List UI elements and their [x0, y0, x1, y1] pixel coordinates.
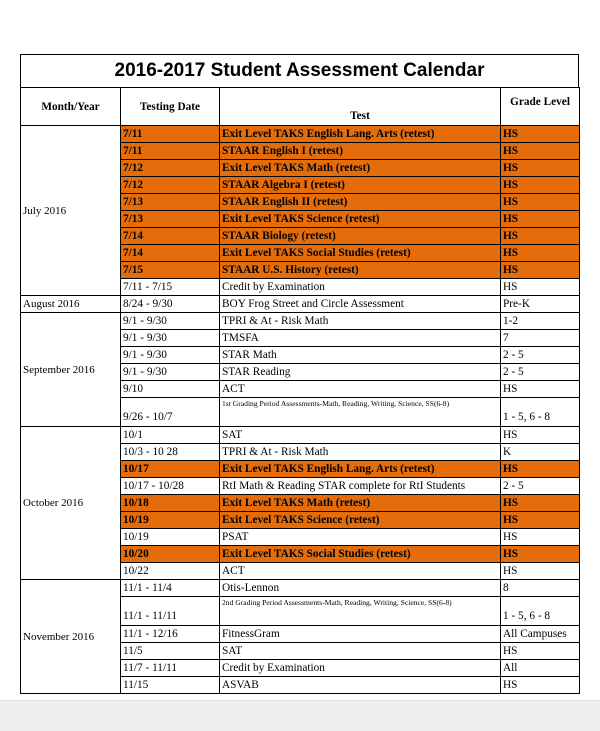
test-cell: STAAR Biology (retest)	[220, 228, 501, 245]
test-cell: 1st Grading Period Assessments-Math, Reading, Writing, Science, SS(6-8)	[220, 398, 501, 427]
grade-level-cell: HS	[501, 279, 580, 296]
grade-level-cell: All Campuses	[501, 626, 580, 643]
testing-date-cell: 9/1 - 9/30	[121, 330, 220, 347]
testing-date-cell: 7/14	[121, 245, 220, 262]
header-test: Test	[220, 88, 501, 126]
testing-date-cell: 7/12	[121, 160, 220, 177]
testing-date-cell: 7/11 - 7/15	[121, 279, 220, 296]
test-cell: FitnessGram	[220, 626, 501, 643]
testing-date-cell: 8/24 - 9/30	[121, 296, 220, 313]
grade-level-cell: HS	[501, 546, 580, 563]
test-cell: ACT	[220, 563, 501, 580]
grade-level-cell: Pre-K	[501, 296, 580, 313]
header-testing-date: Testing Date	[121, 88, 220, 126]
grade-level-cell: 1 - 5, 6 - 8	[501, 597, 580, 626]
table-row	[21, 313, 580, 330]
testing-date-cell: 9/1 - 9/30	[121, 347, 220, 364]
grade-level-cell: HS	[501, 194, 580, 211]
grade-level-cell: HS	[501, 245, 580, 262]
test-cell: Otis-Lennon	[220, 580, 501, 597]
table-header-row	[21, 88, 580, 126]
month-cell: July 2016	[21, 126, 121, 296]
grade-level-cell: HS	[501, 381, 580, 398]
grade-level-cell: HS	[501, 262, 580, 279]
table-row	[21, 126, 580, 143]
grade-level-cell: HS	[501, 563, 580, 580]
grade-level-cell: HS	[501, 160, 580, 177]
test-cell: ACT	[220, 381, 501, 398]
grade-level-cell: 2 - 5	[501, 347, 580, 364]
test-cell: SAT	[220, 643, 501, 660]
test-cell: 2nd Grading Period Assessments-Math, Reading, Writing, Science, SS(6-8)	[220, 597, 501, 626]
page-title: 2016-2017 Student Assessment Calendar	[20, 54, 579, 87]
test-cell: STAAR English I (retest)	[220, 143, 501, 160]
testing-date-cell: 10/18	[121, 495, 220, 512]
grade-level-cell: HS	[501, 427, 580, 444]
month-cell: October 2016	[21, 427, 121, 580]
grade-level-cell: HS	[501, 495, 580, 512]
testing-date-cell: 11/1 - 11/11	[121, 597, 220, 626]
test-cell: Exit Level TAKS Science (retest)	[220, 211, 501, 228]
testing-date-cell: 10/3 - 10 28	[121, 444, 220, 461]
table-row	[21, 427, 580, 444]
grade-level-cell: HS	[501, 228, 580, 245]
test-cell: TPRI & At - Risk Math	[220, 444, 501, 461]
grade-level-cell: 8	[501, 580, 580, 597]
testing-date-cell: 7/14	[121, 228, 220, 245]
month-cell: November 2016	[21, 580, 121, 694]
grade-level-cell: K	[501, 444, 580, 461]
test-cell: STAAR English II (retest)	[220, 194, 501, 211]
testing-date-cell: 7/11	[121, 126, 220, 143]
grade-level-cell: 1-2	[501, 313, 580, 330]
grade-level-cell: HS	[501, 143, 580, 160]
testing-date-cell: 7/11	[121, 143, 220, 160]
testing-date-cell: 10/19	[121, 512, 220, 529]
grade-level-cell: 1 - 5, 6 - 8	[501, 398, 580, 427]
test-cell: Exit Level TAKS Social Studies (retest)	[220, 546, 501, 563]
month-cell: August 2016	[21, 296, 121, 313]
test-cell: Exit Level TAKS English Lang. Arts (retest)	[220, 461, 501, 478]
testing-date-cell: 9/26 - 10/7	[121, 398, 220, 427]
test-cell: TPRI & At - Risk Math	[220, 313, 501, 330]
test-cell: STAAR U.S. History (retest)	[220, 262, 501, 279]
month-cell: September 2016	[21, 313, 121, 427]
grade-level-cell: 7	[501, 330, 580, 347]
page-bottom-strip	[0, 700, 600, 731]
testing-date-cell: 11/5	[121, 643, 220, 660]
testing-date-cell: 11/1 - 12/16	[121, 626, 220, 643]
test-cell: Exit Level TAKS Science (retest)	[220, 512, 501, 529]
test-cell: Credit by Examination	[220, 660, 501, 677]
grade-level-cell: HS	[501, 512, 580, 529]
grade-level-cell: All	[501, 660, 580, 677]
grade-level-cell: HS	[501, 461, 580, 478]
test-cell: STAAR Algebra I (retest)	[220, 177, 501, 194]
test-cell: STAR Math	[220, 347, 501, 364]
testing-date-cell: 10/22	[121, 563, 220, 580]
table-row	[21, 580, 580, 597]
grade-level-cell: HS	[501, 529, 580, 546]
testing-date-cell: 9/1 - 9/30	[121, 313, 220, 330]
grade-level-cell: HS	[501, 177, 580, 194]
test-cell: Exit Level TAKS English Lang. Arts (retest)	[220, 126, 501, 143]
testing-date-cell: 10/19	[121, 529, 220, 546]
testing-date-cell: 7/15	[121, 262, 220, 279]
test-cell: Exit Level TAKS Social Studies (retest)	[220, 245, 501, 262]
testing-date-cell: 11/15	[121, 677, 220, 694]
testing-date-cell: 7/13	[121, 194, 220, 211]
testing-date-cell: 11/1 - 11/4	[121, 580, 220, 597]
test-cell: SAT	[220, 427, 501, 444]
testing-date-cell: 9/1 - 9/30	[121, 364, 220, 381]
test-cell: TMSFA	[220, 330, 501, 347]
test-cell: Credit by Examination	[220, 279, 501, 296]
test-cell: Exit Level TAKS Math (retest)	[220, 495, 501, 512]
testing-date-cell: 10/17 - 10/28	[121, 478, 220, 495]
calendar-table	[20, 87, 580, 694]
testing-date-cell: 7/12	[121, 177, 220, 194]
grade-level-cell: HS	[501, 126, 580, 143]
testing-date-cell: 7/13	[121, 211, 220, 228]
table-row	[21, 296, 580, 313]
test-cell: STAR Reading	[220, 364, 501, 381]
grade-level-cell: HS	[501, 643, 580, 660]
testing-date-cell: 10/20	[121, 546, 220, 563]
testing-date-cell: 10/1	[121, 427, 220, 444]
table-body	[21, 126, 580, 694]
testing-date-cell: 10/17	[121, 461, 220, 478]
assessment-calendar	[20, 54, 579, 694]
header-month: Month/Year	[21, 88, 121, 126]
test-cell: BOY Frog Street and Circle Assessment	[220, 296, 501, 313]
test-cell: PSAT	[220, 529, 501, 546]
grade-level-cell: HS	[501, 211, 580, 228]
testing-date-cell: 11/7 - 11/11	[121, 660, 220, 677]
header-grade-level: Grade Level	[501, 88, 580, 126]
test-cell: Exit Level TAKS Math (retest)	[220, 160, 501, 177]
grade-level-cell: 2 - 5	[501, 364, 580, 381]
grade-level-cell: 2 - 5	[501, 478, 580, 495]
testing-date-cell: 9/10	[121, 381, 220, 398]
grade-level-cell: HS	[501, 677, 580, 694]
test-cell: RtI Math & Reading STAR complete for RtI Students	[220, 478, 501, 495]
test-cell: ASVAB	[220, 677, 501, 694]
